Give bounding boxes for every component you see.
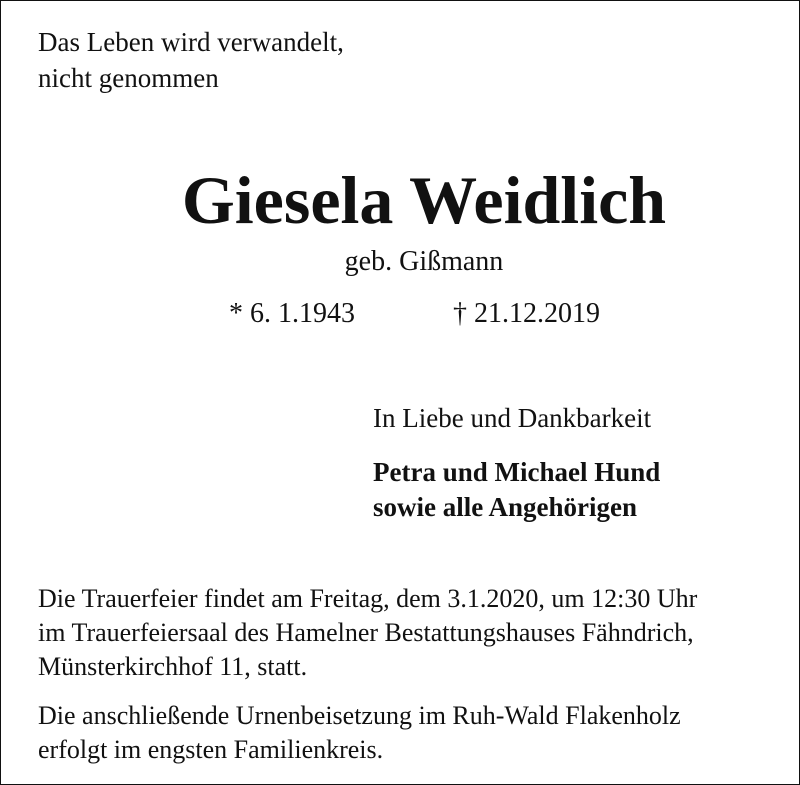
burial-line: Die anschließende Urnenbeisetzung im Ruh-Wald Flakenholz bbox=[38, 701, 681, 730]
motto-line: Das Leben wird verwandelt, bbox=[38, 27, 344, 57]
motto-line: nicht genommen bbox=[38, 63, 219, 93]
mourner-line: sowie alle Angehörigen bbox=[373, 492, 637, 522]
closing-phrase: In Liebe und Dankbarkeit bbox=[373, 403, 652, 433]
motto bbox=[38, 24, 344, 96]
ceremony-notice bbox=[38, 582, 697, 684]
ceremony-line: Münsterkirchhof 11, statt. bbox=[38, 652, 308, 681]
ceremony-line: im Trauerfeiersaal des Hamelner Bestattungshauses Fähndrich, bbox=[38, 618, 694, 647]
birth-date: * 6. 1.1943 bbox=[229, 298, 355, 329]
death-date: † 21.12.2019 bbox=[453, 298, 600, 329]
birth-name: geb. Gißmann bbox=[344, 246, 504, 277]
deceased-name: Giesela Weidlich bbox=[181, 162, 667, 238]
burial-notice bbox=[38, 699, 681, 767]
ceremony-line: Die Trauerfeier findet am Freitag, dem 3.1.2020, um 12:30 Uhr bbox=[38, 584, 698, 613]
mourner-line: Petra und Michael Hund bbox=[373, 457, 661, 487]
mourners bbox=[373, 455, 660, 525]
burial-line: erfolgt im engsten Familienkreis. bbox=[38, 735, 384, 764]
